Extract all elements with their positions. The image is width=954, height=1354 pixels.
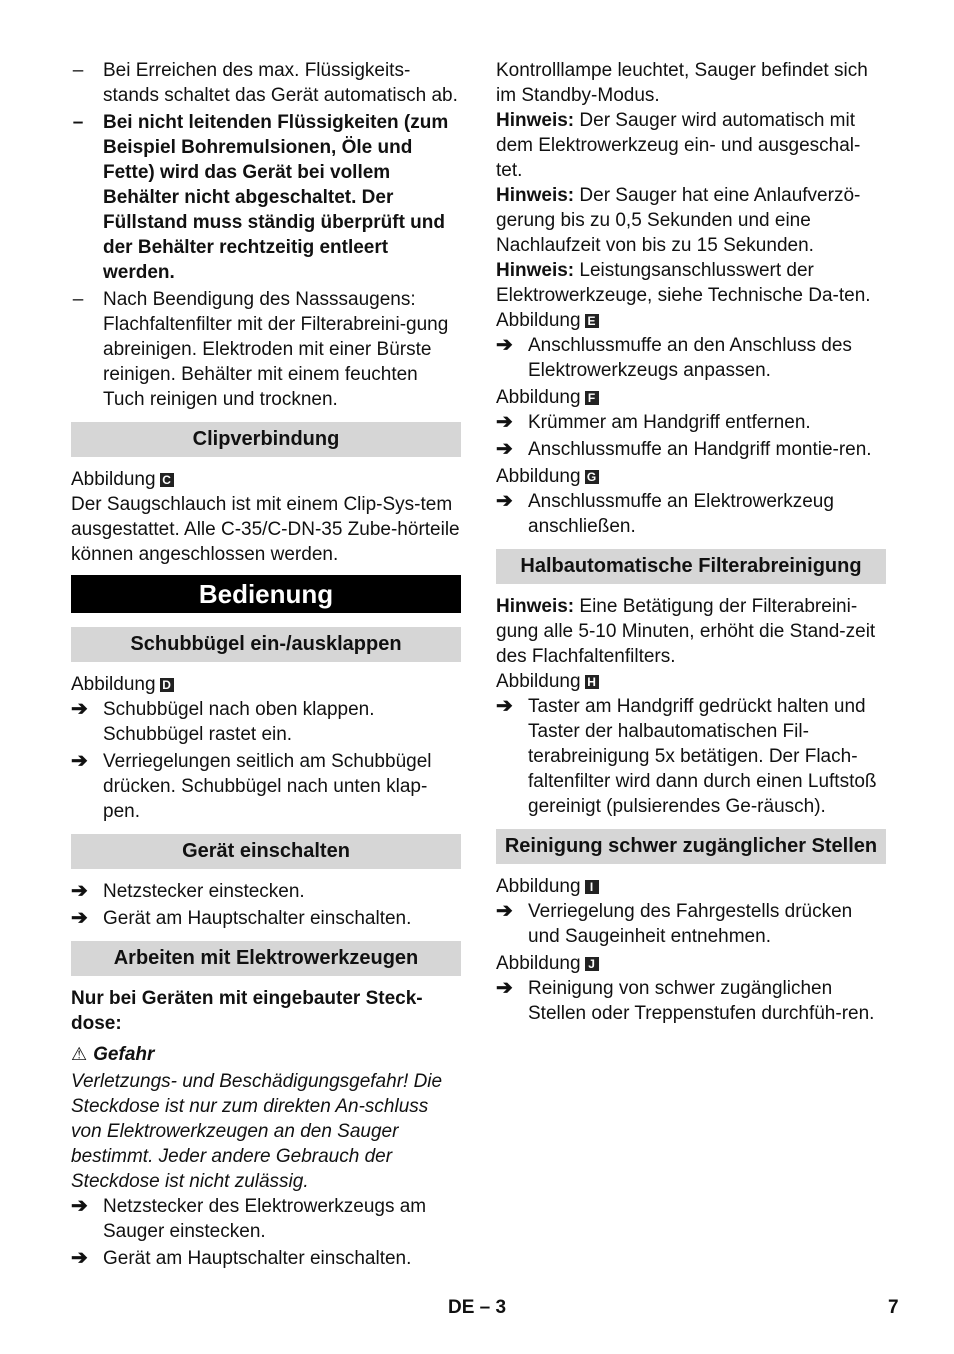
list-item (71, 110, 461, 285)
step-item (496, 489, 886, 539)
hint-text: Eine Betätigung der Filterabreini-gung alle 5-10 Minuten, erhöht die Stand-zeit des Flachfaltenfilters. (496, 596, 876, 667)
step-text: Anschlussmuffe an Handgriff montie-ren. (528, 439, 872, 460)
figure-reference (496, 669, 886, 694)
arrow-icon: ➔ (496, 977, 513, 999)
list-item-text: Nach Beendigung des Nasssaugens: Flachfaltenfilter mit der Filterabreini-gung abreinigen. Elektroden mit einer Bürste reinigen. Behälter mit einem feuchten Tuch reinigen und trocknen. (103, 289, 449, 410)
section-heading-halbautomatische-filterabreinigung: Halbautomatische Filterabreinigung (496, 549, 886, 584)
left-column (71, 58, 461, 1273)
danger-label: Gefahr (93, 1044, 155, 1065)
figure-label: Abbildung (496, 310, 581, 331)
paragraph: Der Saugschlauch ist mit einem Clip-Sys-tem ausgestattet. Alle C-35/C-DN-35 Zube-hörteile können angeschlossen werden. (71, 494, 460, 565)
step-item (71, 1194, 461, 1244)
danger-heading (71, 1042, 461, 1067)
hint-paragraph (496, 183, 886, 258)
hint-label: Hinweis: (496, 185, 575, 206)
figure-reference (496, 308, 886, 333)
hint-paragraph (496, 594, 886, 669)
arrow-icon: ➔ (496, 411, 513, 433)
step-text: Taster am Handgriff gedrückt halten und Taster der halbautomatischen Fil-terabreinigung 5x betätigen. Der Flach-faltenfilter wird dann durch einen Luftstoß gereinigt (pulsierendes Ge-räusch). (528, 696, 877, 817)
figure-letter-badge: J (585, 957, 599, 971)
arrow-icon: ➔ (496, 438, 513, 460)
paragraph: Kontrolllampe leuchtet, Sauger befindet sich im Standby-Modus. (496, 60, 868, 106)
step-text: Krümmer am Handgriff entfernen. (528, 412, 811, 433)
arrow-icon: ➔ (496, 490, 513, 512)
figure-letter-badge: G (585, 470, 599, 484)
hint-label: Hinweis: (496, 260, 575, 281)
footer-section-label: DE – 3 (448, 1297, 507, 1318)
list-item (71, 287, 461, 412)
right-column (496, 58, 886, 1028)
figure-reference (71, 672, 461, 697)
figure-reference (496, 874, 886, 899)
hint-paragraph (496, 108, 886, 183)
step-item (496, 976, 886, 1026)
section-heading-elektrowerkzeuge: Arbeiten mit Elektrowerkzeugen (71, 941, 461, 976)
step-text: Anschlussmuffe an Elektrowerkzeug anschließen. (528, 491, 834, 537)
figure-letter-badge: D (160, 678, 174, 692)
step-item (496, 410, 886, 435)
hint-text: Der Sauger wird automatisch mit dem Elektrowerkzeug ein- und ausgeschal-tet. (496, 110, 861, 181)
list-item (71, 58, 461, 108)
hint-label: Hinweis: (496, 110, 575, 131)
step-item (71, 906, 461, 931)
dash-bullet: – (72, 112, 84, 133)
arrow-icon: ➔ (71, 750, 88, 772)
step-item (71, 1246, 461, 1271)
section-heading-schubbuegel: Schubbügel ein-/ausklappen (71, 627, 461, 662)
step-text: Gerät am Hauptschalter einschalten. (103, 908, 412, 929)
step-text: Schubbügel nach oben klappen. Schubbügel rastet ein. (103, 699, 375, 745)
arrow-icon: ➔ (496, 334, 513, 356)
hint-paragraph (496, 258, 886, 308)
figure-letter-badge: H (585, 675, 599, 689)
step-item (496, 694, 886, 819)
figure-label: Abbildung (71, 469, 156, 490)
step-item (496, 899, 886, 949)
dash-bullet: – (72, 60, 84, 81)
list-item-text: Bei nicht leitenden Flüssigkeiten (zum Beispiel Bohremulsionen, Öle und Fette) wird das Gerät bei vollem Behälter nicht abgeschaltet. Der Füllstand muss ständig überprüft und der Behälter rechtzeitig entleert werden. (103, 112, 449, 283)
step-text: Verriegelung des Fahrgestells drücken und Saugeinheit entnehmen. (528, 901, 853, 947)
step-text: Netzstecker einstecken. (103, 881, 305, 902)
arrow-icon: ➔ (496, 900, 513, 922)
figure-label: Abbildung (71, 674, 156, 695)
figure-letter-badge: E (585, 314, 599, 328)
arrow-icon: ➔ (71, 880, 88, 902)
figure-letter-badge: C (160, 473, 174, 487)
section-heading-geraet-einschalten: Gerät einschalten (71, 834, 461, 869)
step-item (496, 437, 886, 462)
danger-text: Verletzungs- und Beschädigungsgefahr! Die Steckdose ist nur zum direkten An-schluss von Elektrowerkzeugen an den Sauger bestimmt. Jeder andere Gebrauch der Steckdose ist nicht zulässig. (71, 1071, 443, 1192)
step-text: Verriegelungen seitlich am Schubbügel drücken. Schubbügel nach unten klap-pen. (103, 751, 432, 822)
figure-label: Abbildung (496, 953, 581, 974)
arrow-icon: ➔ (71, 1195, 88, 1217)
arrow-icon: ➔ (71, 698, 88, 720)
figure-letter-badge: F (585, 391, 599, 405)
arrow-icon: ➔ (71, 907, 88, 929)
step-item (71, 749, 461, 824)
page-number: 7 (888, 1297, 899, 1318)
dash-bullet: – (72, 289, 84, 310)
note-text: Nur bei Geräten mit eingebauter Steck-dose: (71, 988, 423, 1034)
hint-text: Der Sauger hat eine Anlaufverzö-gerung bis zu 0,5 Sekunden und eine Nachlaufzeit von bis zu 15 Sekunden. (496, 185, 861, 256)
step-text: Anschlussmuffe an den Anschluss des Elektrowerkzeugs anpassen. (528, 335, 852, 381)
figure-label: Abbildung (496, 876, 581, 897)
step-text: Netzstecker des Elektrowerkzeugs am Sauger einstecken. (103, 1196, 427, 1242)
step-item (71, 697, 461, 747)
figure-reference (71, 467, 461, 492)
chapter-heading-bedienung: Bedienung (71, 575, 461, 613)
section-heading-clipverbindung: Clipverbindung (71, 422, 461, 457)
step-text: Reinigung von schwer zugänglichen Stellen oder Treppenstufen durchfüh-ren. (528, 978, 875, 1024)
figure-label: Abbildung (496, 466, 581, 487)
warning-icon: ⚠ (71, 1044, 88, 1064)
hint-label: Hinweis: (496, 596, 575, 617)
step-item (71, 879, 461, 904)
arrow-icon: ➔ (71, 1247, 88, 1269)
figure-reference (496, 385, 886, 410)
figure-label: Abbildung (496, 387, 581, 408)
hint-text: Leistungsanschlusswert der Elektrowerkzeuge, siehe Technische Da-ten. (496, 260, 871, 306)
list-item-text: Bei Erreichen des max. Flüssigkeits-stands schaltet das Gerät automatisch ab. (103, 60, 458, 106)
arrow-icon: ➔ (496, 695, 513, 717)
figure-reference (496, 464, 886, 489)
section-heading-reinigung: Reinigung schwer zugänglicher Stellen (496, 829, 886, 864)
step-item (496, 333, 886, 383)
figure-label: Abbildung (496, 671, 581, 692)
figure-letter-badge: I (585, 880, 599, 894)
figure-reference (496, 951, 886, 976)
step-text: Gerät am Hauptschalter einschalten. (103, 1248, 412, 1269)
